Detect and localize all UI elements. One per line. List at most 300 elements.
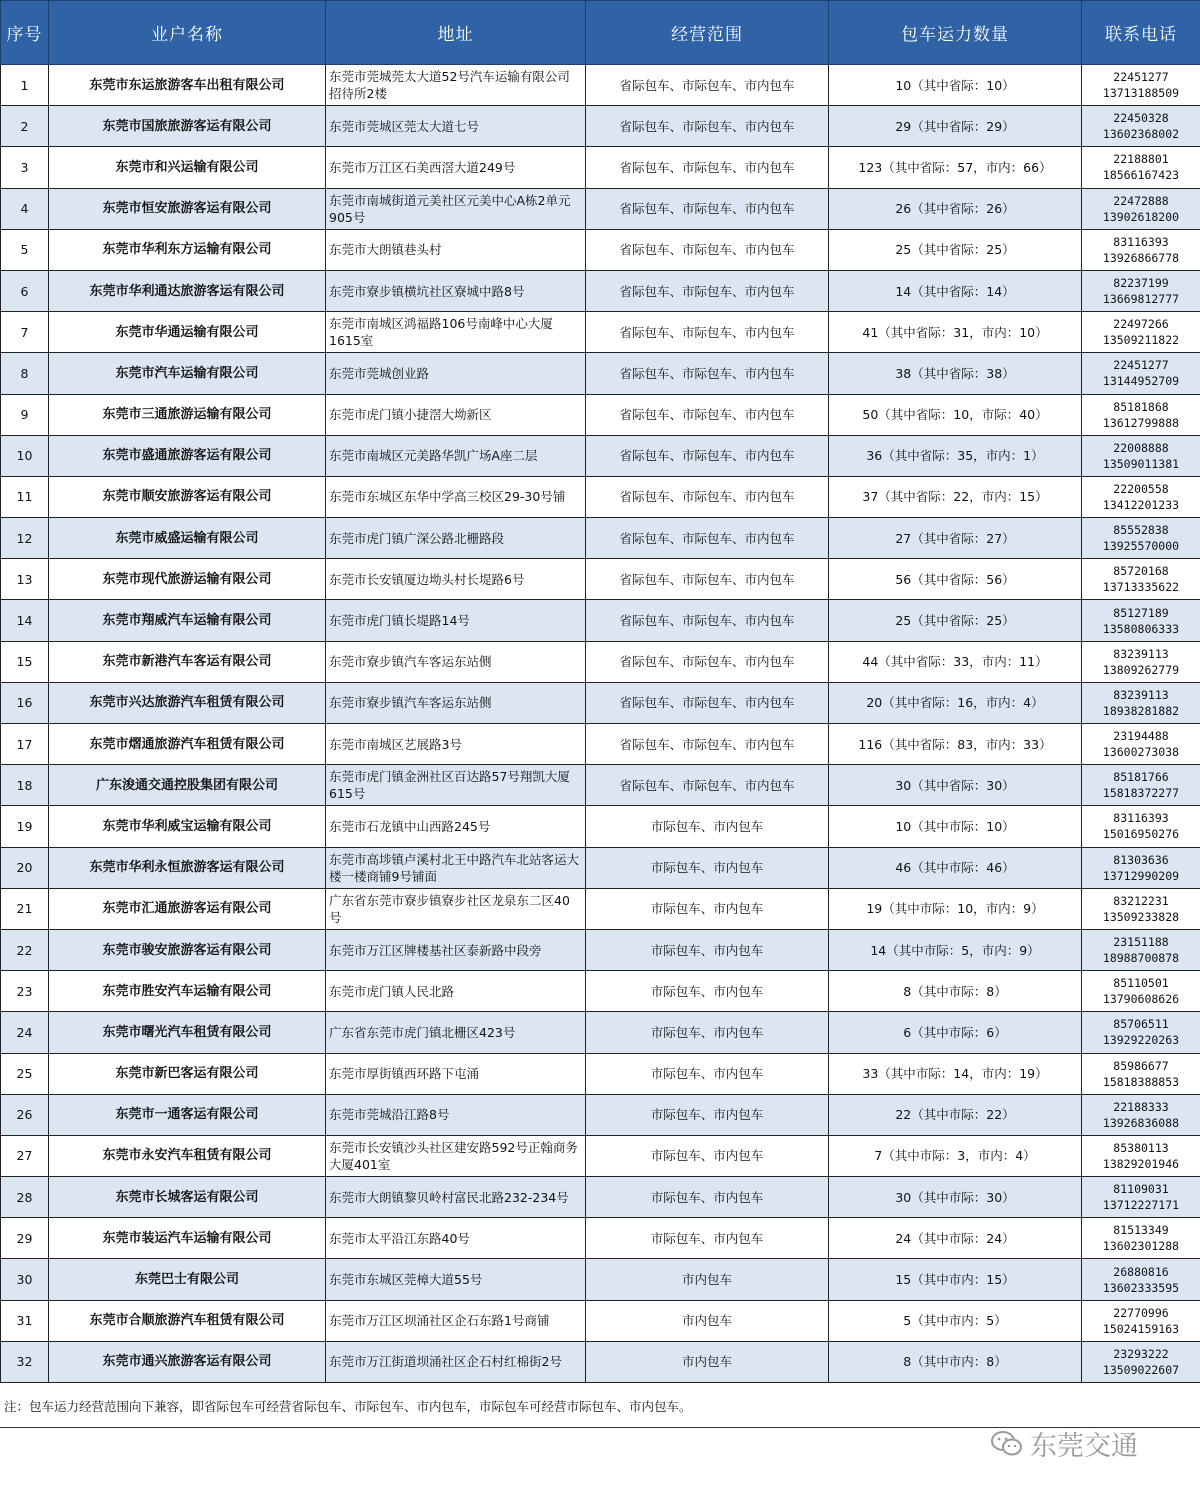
cell-scope: 市内包车 — [586, 1300, 829, 1341]
table-row — [1, 106, 1200, 147]
cell-capacity: 14（其中省际：14） — [829, 270, 1082, 311]
cell-address: 东莞市太平沿江东路40号 — [326, 1218, 586, 1259]
cell-address: 东莞市大朗镇黎贝岭村富民北路232-234号 — [326, 1177, 586, 1218]
table-row — [1, 559, 1200, 600]
table-row — [1, 435, 1200, 476]
mobile-number: 13509022607 — [1102, 1362, 1180, 1377]
cell-address: 东莞市万江街道坝涌社区企石村红棉街2号 — [326, 1341, 586, 1382]
cell-address: 东莞市虎门镇金洲社区百达路57号翔凯大厦615号 — [326, 765, 586, 806]
cell-no: 10 — [1, 435, 49, 476]
table-row — [1, 1218, 1200, 1259]
cell-address: 东莞市虎门镇人民北路 — [326, 971, 586, 1012]
watermark — [990, 1424, 1138, 1463]
cell-company-name: 东莞市通兴旅游客运有限公司 — [49, 1341, 326, 1382]
landline-number: 85986677 — [1113, 1058, 1169, 1073]
cell-phone — [1082, 147, 1200, 188]
cell-scope: 省际包车、市际包车、市内包车 — [586, 312, 829, 353]
cell-phone — [1082, 806, 1200, 847]
cell-phone — [1082, 188, 1200, 229]
table-row — [1, 600, 1200, 641]
cell-scope: 市际包车、市内包车 — [586, 1053, 829, 1094]
landline-number: 83116393 — [1113, 811, 1169, 826]
cell-no: 17 — [1, 724, 49, 765]
landline-number: 22451277 — [1113, 70, 1169, 85]
mobile-number: 18566167423 — [1102, 168, 1180, 183]
cell-company-name: 东莞市一通客运有限公司 — [49, 1094, 326, 1135]
cell-no: 14 — [1, 600, 49, 641]
mobile-number: 13580806333 — [1102, 621, 1180, 636]
cell-capacity: 38（其中省际：38） — [829, 353, 1082, 394]
cell-no: 1 — [1, 65, 49, 106]
mobile-number: 13713188509 — [1102, 86, 1180, 101]
mobile-number: 13602368002 — [1102, 127, 1180, 142]
table-row — [1, 765, 1200, 806]
landline-number: 85720168 — [1113, 564, 1169, 579]
landline-number: 83212231 — [1113, 893, 1169, 908]
cell-phone — [1082, 1341, 1200, 1382]
cell-address: 东莞市东城区莞樟大道55号 — [326, 1259, 586, 1300]
cell-company-name: 东莞市和兴运输有限公司 — [49, 147, 326, 188]
cell-no: 25 — [1, 1053, 49, 1094]
cell-address: 东莞市莞城沿江路8号 — [326, 1094, 586, 1135]
cell-capacity: 24（其中市际：24） — [829, 1218, 1082, 1259]
cell-address: 东莞市万江区石美西滘大道249号 — [326, 147, 586, 188]
cell-phone — [1082, 65, 1200, 106]
cell-address: 东莞市莞城区莞太大道七号 — [326, 106, 586, 147]
cell-capacity: 7（其中市际：3，市内：4） — [829, 1135, 1082, 1176]
cell-address: 东莞市莞城创业路 — [326, 353, 586, 394]
cell-scope: 市内包车 — [586, 1259, 829, 1300]
cell-scope: 省际包车、市际包车、市内包车 — [586, 270, 829, 311]
cell-scope: 省际包车、市际包车、市内包车 — [586, 435, 829, 476]
cell-company-name: 东莞市兴达旅游汽车租赁有限公司 — [49, 682, 326, 723]
landline-number: 81513349 — [1113, 1223, 1169, 1238]
cell-company-name: 东莞市汇通旅游客运有限公司 — [49, 888, 326, 929]
cell-phone — [1082, 641, 1200, 682]
landline-number: 22450328 — [1113, 111, 1169, 126]
cell-capacity: 30（其中省际：30） — [829, 765, 1082, 806]
cell-address: 东莞市石龙镇中山西路245号 — [326, 806, 586, 847]
mobile-number: 18988700878 — [1102, 951, 1180, 966]
cell-scope: 市内包车 — [586, 1341, 829, 1382]
cell-capacity: 30（其中市际：30） — [829, 1177, 1082, 1218]
mobile-number: 13612799888 — [1102, 415, 1180, 430]
landline-number: 81109031 — [1113, 1182, 1169, 1197]
landline-number: 23194488 — [1113, 729, 1169, 744]
cell-company-name: 东莞市盛通旅游客运有限公司 — [49, 435, 326, 476]
table-row — [1, 682, 1200, 723]
cell-phone — [1082, 353, 1200, 394]
cell-phone — [1082, 476, 1200, 517]
landline-number: 82237199 — [1113, 276, 1169, 291]
cell-company-name: 东莞市华利东方运输有限公司 — [49, 229, 326, 270]
cell-company-name: 东莞市三通旅游运输有限公司 — [49, 394, 326, 435]
table-row — [1, 1300, 1200, 1341]
cell-phone — [1082, 394, 1200, 435]
landline-number: 23151188 — [1113, 935, 1169, 950]
landline-number: 85380113 — [1113, 1140, 1169, 1155]
mobile-number: 15818388853 — [1102, 1074, 1180, 1089]
mobile-number: 13925570000 — [1102, 539, 1180, 554]
cell-no: 18 — [1, 765, 49, 806]
cell-address: 东莞市东城区东华中学高三校区29-30号铺 — [326, 476, 586, 517]
table-row — [1, 1259, 1200, 1300]
cell-phone — [1082, 1177, 1200, 1218]
cell-phone — [1082, 435, 1200, 476]
landline-number: 83116393 — [1113, 234, 1169, 249]
cell-scope: 市际包车、市内包车 — [586, 1218, 829, 1259]
mobile-number: 13602333595 — [1102, 1280, 1180, 1295]
cell-no: 26 — [1, 1094, 49, 1135]
cell-phone — [1082, 1218, 1200, 1259]
cell-no: 9 — [1, 394, 49, 435]
landline-number: 81303636 — [1113, 852, 1169, 867]
cell-no: 29 — [1, 1218, 49, 1259]
cell-address: 东莞市寮步镇汽车客运东站侧 — [326, 641, 586, 682]
landline-number: 22770996 — [1113, 1305, 1169, 1320]
cell-scope: 市际包车、市内包车 — [586, 929, 829, 970]
cell-scope: 市际包车、市内包车 — [586, 1094, 829, 1135]
cell-address: 东莞市虎门镇小捷滘大坳新区 — [326, 394, 586, 435]
cell-capacity: 44（其中省际：33，市内：11） — [829, 641, 1082, 682]
cell-company-name: 东莞市现代旅游运输有限公司 — [49, 559, 326, 600]
table-row — [1, 1177, 1200, 1218]
cell-company-name: 东莞市熠通旅游汽车租赁有限公司 — [49, 724, 326, 765]
cell-phone — [1082, 559, 1200, 600]
cell-phone — [1082, 765, 1200, 806]
cell-phone — [1082, 270, 1200, 311]
landline-number: 85552838 — [1113, 523, 1169, 538]
cell-scope: 省际包车、市际包车、市内包车 — [586, 518, 829, 559]
cell-no: 22 — [1, 929, 49, 970]
cell-capacity: 19（其中市际：10，市内：9） — [829, 888, 1082, 929]
cell-capacity: 10（其中省际：10） — [829, 65, 1082, 106]
mobile-number: 13809262779 — [1102, 662, 1180, 677]
cell-capacity: 8（其中市内：8） — [829, 1341, 1082, 1382]
header-name: 业户名称 — [49, 1, 326, 65]
landline-number: 22451277 — [1113, 358, 1169, 373]
landline-number: 22472888 — [1113, 193, 1169, 208]
cell-capacity: 29（其中省际：29） — [829, 106, 1082, 147]
landline-number: 83239113 — [1113, 646, 1169, 661]
cell-no: 19 — [1, 806, 49, 847]
cell-company-name: 东莞市华利永恒旅游客运有限公司 — [49, 847, 326, 888]
cell-capacity: 27（其中省际：27） — [829, 518, 1082, 559]
mobile-number: 13509233828 — [1102, 909, 1180, 924]
cell-no: 23 — [1, 971, 49, 1012]
cell-no: 12 — [1, 518, 49, 559]
mobile-number: 13669812777 — [1102, 292, 1180, 307]
cell-company-name: 东莞市华利通达旅游客运有限公司 — [49, 270, 326, 311]
mobile-number: 13926836088 — [1102, 1115, 1180, 1130]
landline-number: 22188801 — [1113, 152, 1169, 167]
cell-no: 20 — [1, 847, 49, 888]
cell-phone — [1082, 1300, 1200, 1341]
mobile-number: 13790608626 — [1102, 992, 1180, 1007]
cell-capacity: 10（其中市际：10） — [829, 806, 1082, 847]
cell-phone — [1082, 682, 1200, 723]
cell-company-name: 东莞市装运汽车运输有限公司 — [49, 1218, 326, 1259]
cell-no: 31 — [1, 1300, 49, 1341]
mobile-number: 13509211822 — [1102, 333, 1180, 348]
cell-company-name: 东莞市国旅旅游客运有限公司 — [49, 106, 326, 147]
cell-scope: 市际包车、市内包车 — [586, 1012, 829, 1053]
cell-company-name: 东莞市新巴客运有限公司 — [49, 1053, 326, 1094]
table-row — [1, 1053, 1200, 1094]
cell-capacity: 56（其中省际：56） — [829, 559, 1082, 600]
cell-capacity: 5（其中市内：5） — [829, 1300, 1082, 1341]
cell-address: 东莞市南城街道元美社区元美中心A栋2单元905号 — [326, 188, 586, 229]
cell-company-name: 东莞市合顺旅游汽车租赁有限公司 — [49, 1300, 326, 1341]
cell-phone — [1082, 971, 1200, 1012]
cell-address: 东莞市虎门镇广深公路北栅路段 — [326, 518, 586, 559]
landline-number: 22200558 — [1113, 481, 1169, 496]
cell-address: 东莞市南城区艺展路3号 — [326, 724, 586, 765]
table-row — [1, 1135, 1200, 1176]
table-row — [1, 888, 1200, 929]
mobile-number: 15016950276 — [1102, 827, 1180, 842]
cell-address: 东莞市莞城莞太大道52号汽车运输有限公司招待所2楼 — [326, 65, 586, 106]
cell-no: 2 — [1, 106, 49, 147]
table-row — [1, 1094, 1200, 1135]
cell-phone — [1082, 888, 1200, 929]
cell-phone — [1082, 600, 1200, 641]
cell-no: 21 — [1, 888, 49, 929]
cell-scope: 省际包车、市际包车、市内包车 — [586, 600, 829, 641]
cell-capacity: 123（其中省际：57，市内：66） — [829, 147, 1082, 188]
watermark-text: 东莞交通 — [1030, 1431, 1138, 1462]
cell-company-name: 东莞市胜安汽车运输有限公司 — [49, 971, 326, 1012]
header-scope: 经营范围 — [586, 1, 829, 65]
cell-scope: 市际包车、市内包车 — [586, 1177, 829, 1218]
cell-phone — [1082, 229, 1200, 270]
cell-no: 30 — [1, 1259, 49, 1300]
mobile-number: 13829201946 — [1102, 1156, 1180, 1171]
cell-capacity: 14（其中市际：5，市内：9） — [829, 929, 1082, 970]
table-row — [1, 724, 1200, 765]
cell-scope: 省际包车、市际包车、市内包车 — [586, 641, 829, 682]
header-phone: 联系电话 — [1082, 1, 1200, 65]
cell-phone — [1082, 847, 1200, 888]
table-row — [1, 929, 1200, 970]
cell-capacity: 41（其中省际：31，市内：10） — [829, 312, 1082, 353]
cell-no: 27 — [1, 1135, 49, 1176]
cell-no: 4 — [1, 188, 49, 229]
table-row — [1, 229, 1200, 270]
table-row — [1, 971, 1200, 1012]
cell-address: 东莞市长安镇沙头社区建安路592号正翰商务大厦401室 — [326, 1135, 586, 1176]
cell-company-name: 东莞市顺安旅游客运有限公司 — [49, 476, 326, 517]
cell-capacity: 46（其中市际：46） — [829, 847, 1082, 888]
cell-company-name: 东莞市翔威汽车运输有限公司 — [49, 600, 326, 641]
landline-number: 85706511 — [1113, 1017, 1169, 1032]
cell-scope: 省际包车、市际包车、市内包车 — [586, 476, 829, 517]
cell-phone — [1082, 1259, 1200, 1300]
cell-no: 13 — [1, 559, 49, 600]
table-row — [1, 394, 1200, 435]
cell-scope: 省际包车、市际包车、市内包车 — [586, 353, 829, 394]
cell-scope: 省际包车、市际包车、市内包车 — [586, 724, 829, 765]
cell-company-name: 东莞市曙光汽车租赁有限公司 — [49, 1012, 326, 1053]
header-capacity: 包车运力数量 — [829, 1, 1082, 65]
cell-scope: 省际包车、市际包车、市内包车 — [586, 188, 829, 229]
cell-capacity: 36（其中省际：35，市内：1） — [829, 435, 1082, 476]
header-address: 地址 — [326, 1, 586, 65]
cell-phone — [1082, 1135, 1200, 1176]
cell-capacity: 26（其中省际：26） — [829, 188, 1082, 229]
mobile-number: 13902618200 — [1102, 209, 1180, 224]
mobile-number: 15024159163 — [1102, 1321, 1180, 1336]
cell-company-name: 东莞巴士有限公司 — [49, 1259, 326, 1300]
cell-capacity: 6（其中市际：6） — [829, 1012, 1082, 1053]
cell-no: 28 — [1, 1177, 49, 1218]
cell-capacity: 8（其中市际：8） — [829, 971, 1082, 1012]
cell-phone — [1082, 518, 1200, 559]
cell-no: 15 — [1, 641, 49, 682]
table-row — [1, 1341, 1200, 1382]
cell-capacity: 25（其中省际：25） — [829, 229, 1082, 270]
mobile-number: 13712227171 — [1102, 1198, 1180, 1213]
mobile-number: 13144952709 — [1102, 374, 1180, 389]
mobile-number: 13929220263 — [1102, 1033, 1180, 1048]
mobile-number: 13713335622 — [1102, 580, 1180, 595]
cell-address: 东莞市南城区元美路华凯广场A座二层 — [326, 435, 586, 476]
cell-address: 东莞市厚街镇西环路下屯涌 — [326, 1053, 586, 1094]
mobile-number: 13712990209 — [1102, 868, 1180, 883]
table-row — [1, 312, 1200, 353]
cell-phone — [1082, 1094, 1200, 1135]
cell-company-name: 广东浚通交通控股集团有限公司 — [49, 765, 326, 806]
cell-no: 7 — [1, 312, 49, 353]
header-row — [1, 1, 1200, 65]
table-row — [1, 65, 1200, 106]
cell-address: 东莞市高埗镇卢溪村北王中路汽车北站客运大楼一楼商铺9号铺面 — [326, 847, 586, 888]
landline-number: 85181766 — [1113, 770, 1169, 785]
table-row — [1, 847, 1200, 888]
cell-company-name: 东莞市永安汽车租赁有限公司 — [49, 1135, 326, 1176]
mobile-number: 13509011381 — [1102, 456, 1180, 471]
landline-number: 85127189 — [1113, 605, 1169, 620]
cell-capacity: 25（其中省际：25） — [829, 600, 1082, 641]
cell-address: 东莞市寮步镇汽车客运东站侧 — [326, 682, 586, 723]
cell-no: 5 — [1, 229, 49, 270]
cell-phone — [1082, 929, 1200, 970]
cell-no: 8 — [1, 353, 49, 394]
cell-phone — [1082, 312, 1200, 353]
mobile-number: 13602301288 — [1102, 1239, 1180, 1254]
cell-no: 24 — [1, 1012, 49, 1053]
cell-company-name: 东莞市东运旅游客车出租有限公司 — [49, 65, 326, 106]
table-row — [1, 518, 1200, 559]
cell-address: 东莞市大朗镇巷头村 — [326, 229, 586, 270]
cell-no: 32 — [1, 1341, 49, 1382]
mobile-number: 18938281882 — [1102, 703, 1180, 718]
wechat-icon — [990, 1430, 1024, 1458]
cell-scope: 省际包车、市际包车、市内包车 — [586, 765, 829, 806]
landline-number: 22188333 — [1113, 1099, 1169, 1114]
cell-company-name: 东莞市华通运输有限公司 — [49, 312, 326, 353]
cell-company-name: 东莞市新港汽车客运有限公司 — [49, 641, 326, 682]
cell-no: 3 — [1, 147, 49, 188]
landline-number: 22008888 — [1113, 440, 1169, 455]
cell-scope: 市际包车、市内包车 — [586, 806, 829, 847]
cell-scope: 省际包车、市际包车、市内包车 — [586, 682, 829, 723]
table-row — [1, 806, 1200, 847]
table-row — [1, 476, 1200, 517]
cell-phone — [1082, 106, 1200, 147]
cell-capacity: 50（其中省际：10，市际：40） — [829, 394, 1082, 435]
cell-address: 东莞市寮步镇横坑社区寮城中路8号 — [326, 270, 586, 311]
mobile-number: 13600273038 — [1102, 745, 1180, 760]
cell-capacity: 20（其中省际：16，市内：4） — [829, 682, 1082, 723]
cell-address: 东莞市万江区牌楼基社区泰新路中段旁 — [326, 929, 586, 970]
landline-number: 26880816 — [1113, 1264, 1169, 1279]
cell-address: 广东省东莞市虎门镇北栅区423号 — [326, 1012, 586, 1053]
cell-address: 东莞市长安镇厦边坳头村长堤路6号 — [326, 559, 586, 600]
cell-capacity: 15（其中市内：15） — [829, 1259, 1082, 1300]
cell-scope: 省际包车、市际包车、市内包车 — [586, 559, 829, 600]
landline-number: 22497266 — [1113, 317, 1169, 332]
cell-phone — [1082, 1012, 1200, 1053]
cell-capacity: 37（其中省际：22，市内：15） — [829, 476, 1082, 517]
cell-scope: 市际包车、市内包车 — [586, 888, 829, 929]
table-row — [1, 270, 1200, 311]
table-body — [1, 65, 1200, 1383]
mobile-number: 13926866778 — [1102, 250, 1180, 265]
cell-scope: 省际包车、市际包车、市内包车 — [586, 229, 829, 270]
cell-address: 东莞市万江区坝涌社区企石东路1号商铺 — [326, 1300, 586, 1341]
cell-company-name: 东莞市长城客运有限公司 — [49, 1177, 326, 1218]
header-no: 序号 — [1, 1, 49, 65]
table-row — [1, 147, 1200, 188]
mobile-number: 15818372277 — [1102, 786, 1180, 801]
table-row — [1, 188, 1200, 229]
cell-capacity: 33（其中市际：14，市内：19） — [829, 1053, 1082, 1094]
cell-company-name: 东莞市汽车运输有限公司 — [49, 353, 326, 394]
table-row — [1, 641, 1200, 682]
cell-no: 11 — [1, 476, 49, 517]
cell-phone — [1082, 1053, 1200, 1094]
cell-company-name: 东莞市骏安旅游客运有限公司 — [49, 929, 326, 970]
cell-scope: 市际包车、市内包车 — [586, 1135, 829, 1176]
cell-company-name: 东莞市恒安旅游客运有限公司 — [49, 188, 326, 229]
cell-company-name: 东莞市华利威宝运输有限公司 — [49, 806, 326, 847]
cell-scope: 市际包车、市内包车 — [586, 971, 829, 1012]
table-row — [1, 353, 1200, 394]
cell-no: 16 — [1, 682, 49, 723]
landline-number: 85181868 — [1113, 399, 1169, 414]
cell-no: 6 — [1, 270, 49, 311]
cell-address: 广东省东莞市寮步镇寮步社区龙泉东二区40号 — [326, 888, 586, 929]
cell-capacity: 22（其中市际：22） — [829, 1094, 1082, 1135]
cell-phone — [1082, 724, 1200, 765]
cell-scope: 省际包车、市际包车、市内包车 — [586, 147, 829, 188]
cell-scope: 市际包车、市内包车 — [586, 847, 829, 888]
landline-number: 85110501 — [1113, 976, 1169, 991]
landline-number: 83239113 — [1113, 687, 1169, 702]
cell-scope: 省际包车、市际包车、市内包车 — [586, 106, 829, 147]
cell-capacity: 116（其中省际：83，市内：33） — [829, 724, 1082, 765]
cell-address: 东莞市虎门镇长堤路14号 — [326, 600, 586, 641]
table-row — [1, 1012, 1200, 1053]
cell-scope: 省际包车、市际包车、市内包车 — [586, 65, 829, 106]
landline-number: 23293222 — [1113, 1346, 1169, 1361]
cell-scope: 省际包车、市际包车、市内包车 — [586, 394, 829, 435]
mobile-number: 13412201233 — [1102, 497, 1180, 512]
footnote: 注：包车运力经营范围向下兼容，即省际包车可经营省际包车、市际包车、市内包车，市际包车可经营市际包车、市内包车。 — [4, 1399, 692, 1414]
cell-company-name: 东莞市威盛运输有限公司 — [49, 518, 326, 559]
cell-address: 东莞市南城区鸿福路106号南峰中心大厦1615室 — [326, 312, 586, 353]
